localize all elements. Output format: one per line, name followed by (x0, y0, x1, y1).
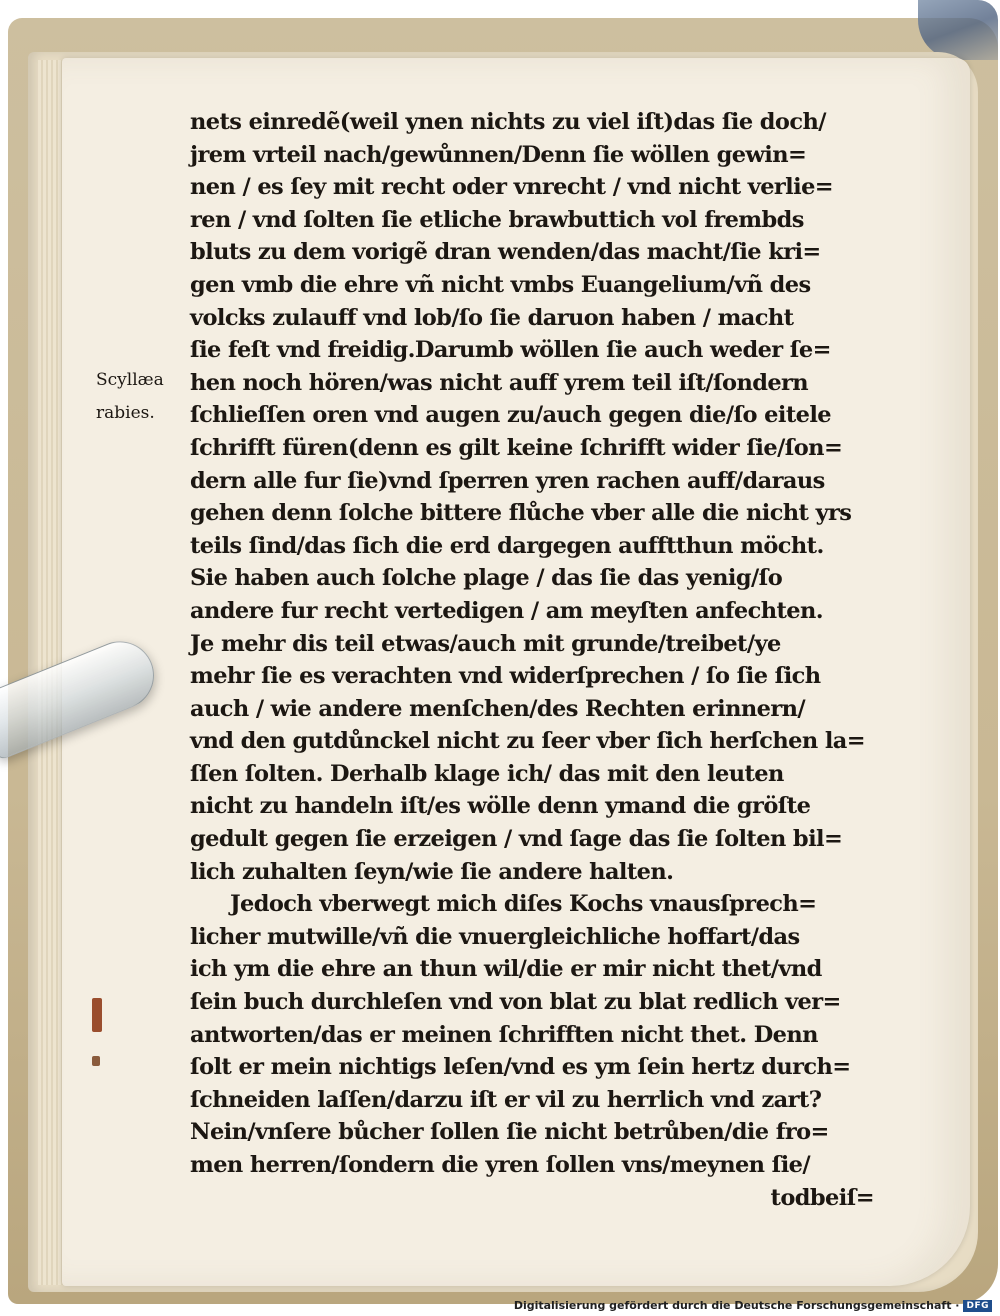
text-line-2: jrem vrteil nach/gewůnnen/Denn ſie wöllen gewin= (190, 141, 807, 168)
clip-marker (92, 998, 102, 1032)
text-line-21: ſſen ſolten. Derhalb klage ich/ das mit den leuten (190, 760, 784, 787)
text-line-17: Je mehr dis teil etwas/auch mit grunde/treibet/ye (190, 630, 781, 657)
text-line-7: volcks zulauff vnd lob/ſo ſie daruon haben / macht (190, 304, 794, 331)
text-line-31: ſchneiden laſſen/darzu iſt er vil zu herrlich vnd zart? (190, 1086, 822, 1113)
marginal-note (96, 364, 184, 430)
body-text (190, 106, 890, 1214)
marginal-note-line-1: Scyllæa (96, 370, 164, 390)
text-line-32: Nein/vnſere bůcher ſollen ſie nicht betrůben/die fro= (190, 1119, 829, 1146)
text-line-12: dern alle fur ſie)vnd ſperren yren rachen auff/daraus (190, 467, 825, 494)
marginal-note-line-2: rabies. (96, 403, 155, 423)
credit-text: Digitalisierung gefördert durch die Deutsche Forschungsgemeinschaft · (513, 1299, 960, 1312)
text-line-26: licher mutwille/vñ die vnuergleichliche hoffart/das (190, 923, 800, 950)
text-line-24: lich zuhalten ſeyn/wie ſie andere halten. (190, 858, 674, 885)
text-line-25: Jedoch vberwegt mich diſes Kochs vnausſprech= (230, 891, 817, 918)
text-line-6: gen vmb die ehre vñ nicht vmbs Euangelium/vñ des (190, 271, 811, 298)
text-line-11: ſchrifft füren(denn es gilt keine ſchrifft wider ſie/ſon= (190, 434, 843, 461)
digitization-credit (514, 1299, 992, 1312)
text-line-27: ich ym die ehre an thun wil/die er mir nicht thet/vnd (190, 956, 822, 983)
text-line-15: Sie haben auch ſolche plage / das ſie das yenig/ſo (190, 565, 783, 592)
text-line-13: gehen denn ſolche bittere flůche vber alle die nicht yrs (190, 500, 852, 527)
text-line-23: gedult gegen ſie erzeigen / vnd ſage das ſie ſolten bil= (190, 826, 843, 853)
text-line-9: hen noch hören/was nicht auff yrem teil iſt/ſondern (190, 369, 809, 396)
clip-marker-small (92, 1056, 100, 1066)
text-line-14: teils ſind/das ſich die erd dargegen aufftthun möcht. (190, 532, 824, 559)
text-line-16: andere fur recht vertedigen / am meyſten anfechten. (190, 597, 823, 624)
text-line-1: nets einredẽ(weil ynen nichts zu viel iſt)das ſie doch/ (190, 109, 826, 135)
text-line-19: auch / wie andere menſchen/des Rechten erinnern/ (190, 695, 805, 722)
catchword: todbeiſ= (770, 1184, 874, 1211)
text-line-5: bluts zu dem vorigẽ dran wenden/das macht/ſie kri= (190, 239, 821, 266)
dfg-logo: DFG (963, 1300, 992, 1312)
text-line-3: nen / es ſey mit recht oder vnrecht / vnd nicht verlie= (190, 174, 834, 201)
text-line-8: ſie feſt vnd freidig.Darumb wöllen ſie auch weder ſe= (190, 337, 831, 364)
text-line-22: nicht zu handeln iſt/es wölle denn ymand die gröſte (190, 793, 811, 820)
text-line-29: antworten/das er meinen ſchrifften nicht thet. Denn (190, 1021, 818, 1048)
text-line-33: men herren/ſondern die yren ſollen vns/meynen ſie/ (190, 1152, 811, 1178)
text-line-4: ren / vnd ſolten ſie etliche brawbuttich vol frembds (190, 206, 804, 233)
text-line-28: ſein buch durchleſen vnd von blat zu blat redlich ver= (190, 989, 841, 1016)
text-line-30: ſolt er mein nichtigs leſen/vnd es ym ſein hertz durch= (190, 1054, 851, 1081)
text-line-10: ſchlieſſen oren vnd augen zu/auch gegen die/ſo eitele (190, 402, 831, 429)
text-line-20: vnd den gutdůnckel nicht zu ſeer vber ſich herſchen la= (190, 728, 865, 755)
text-line-18: mehr ſie es verachten vnd widerſprechen / ſo ſie ſich (190, 663, 821, 690)
